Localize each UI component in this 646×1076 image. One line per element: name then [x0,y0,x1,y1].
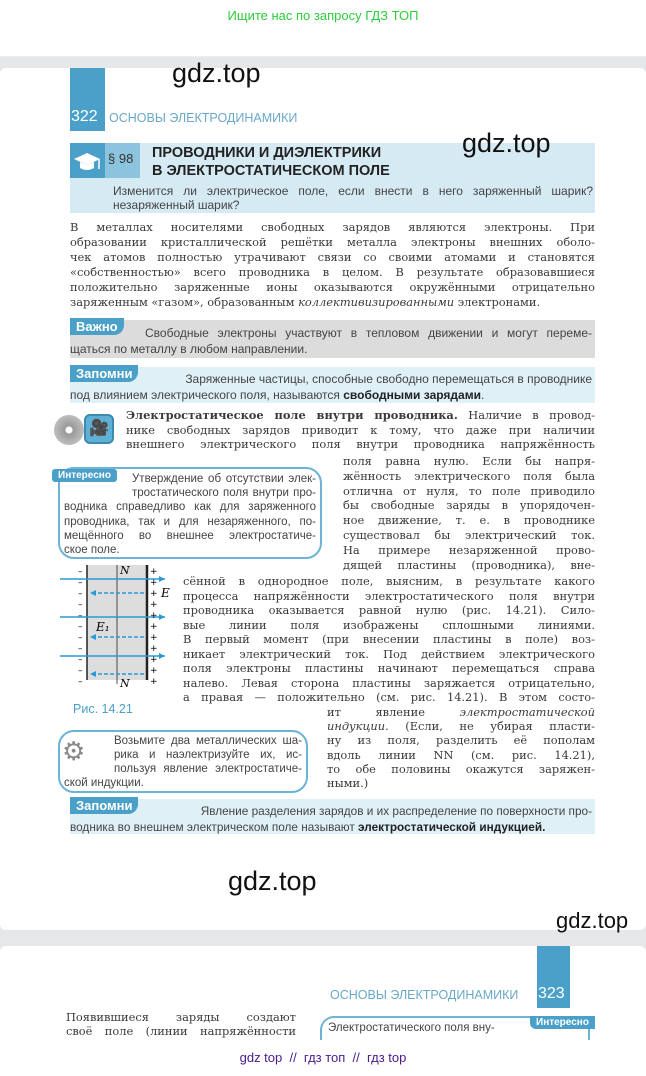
text-line: тростатического поля внутри про- [132,487,316,500]
text-line: отлична от нуля, то поле приводило [343,483,595,498]
text-line: Появившиеся заряды создают [66,1010,296,1024]
text-line: проводника, так и для незаряженного, по- [64,515,316,528]
text-line: ской индукции. [64,777,144,789]
watermark: gdz.top [556,908,629,933]
section-question [113,184,593,212]
minus-charge: – [78,666,83,676]
gears-icon: ⚙ [62,736,86,766]
text-line: дящей пластины (проводника), вне- [343,557,595,572]
title-line: В ЭЛЕКТРОСТАТИЧЕСКОМ ПОЛЕ [152,163,390,179]
text-line: процесса напряжённости электростатического поля внутри [183,588,595,603]
remember-text-2 [70,803,592,835]
line: под влиянием электрического поля, называются [70,388,344,402]
plus-charge: + [150,633,158,643]
text-line: щаться по металлу в любом направлении. [70,342,308,356]
text-line: образовании кристаллической решётки металла электроны внешних оболо- [70,235,595,249]
text-line: чек атомов полностью утрачивают связи со своими атомами и становятся [70,250,595,264]
plus-charge: + [150,567,158,577]
plus-charge: + [150,589,158,599]
minus-charge: – [78,677,83,687]
right-column-text [343,454,595,572]
page-number: 322 [71,108,98,125]
minus-charge: – [78,600,83,610]
plus-charge: + [150,600,158,610]
plus-charge: + [150,622,158,632]
label-n-bottom: N [120,677,130,688]
text-line: бы свободные заряды в упорядочен- [343,498,595,513]
plus-charge: + [150,644,158,654]
text-line: ское поле. [64,544,120,557]
interesting-text [64,472,316,557]
minus-charge: – [78,622,83,632]
text-line: сённой в однородное поле, выясним, в результате какого [183,574,595,588]
watermark: gdz.top [462,128,551,158]
line: . [480,388,485,402]
intro-paragraph [70,220,595,310]
text-line: вые линии поля изображены сплошными линиями. [183,617,595,632]
minus-charge: – [78,589,83,599]
line: Заряженные частицы, способные свободно перемещаться в проводнике [185,372,592,386]
interesting-text-2: Электростатического поля вну- [328,1022,495,1034]
bold-heading: Электростатическое поле внутри проводника. [126,408,458,422]
minus-charge: – [78,655,83,665]
task-text [64,734,302,790]
text-line: поля равна нулю. Если бы напря- [343,454,595,468]
running-head-2: ОСНОВЫ ЭЛЕКТРОДИНАМИКИ [330,988,519,1002]
label-e: E [161,586,170,600]
text-line: «собственностью» всего проводника в целом. В результате образовавшиеся [70,265,595,279]
text-line: На примере незаряженной прово- [343,542,595,557]
minus-charge: – [78,644,83,654]
text-line: В первый момент (при внесении пластины в поле) воз- [183,632,595,646]
interesting-label-2: Интересно [530,1016,595,1029]
text-line: жённость электрического поля была [343,468,595,483]
text-line: Электростатическое поле внутри проводника. Наличие в провод- [126,408,595,422]
graduation-cap-icon [70,143,105,178]
title-line: ПРОВОДНИКИ И ДИЭЛЕКТРИКИ [152,145,382,161]
text-line: индукции. (Если, не убирая пласти- [327,719,595,734]
bold-term: свободными зарядами [343,388,481,402]
important-label: Важно [70,318,124,335]
text-line: то обе половины окажутся заряжен- [327,761,595,776]
plus-charge: + [150,578,158,588]
page-number-2: 323 [538,985,565,1002]
page2-text [66,1010,296,1038]
text-line: ит явление электростатической [327,705,595,719]
text-line: существовал бы электрический ток. [343,527,595,542]
remember-label-2: Запомни [70,797,138,814]
plus-charge: + [150,666,158,676]
text-line: положительно заряженные ионы оказываются окружёнными отрицательно [70,280,595,294]
text-line: ное движение, т. е. в проводнике [343,513,595,528]
important-text [70,325,592,357]
text-line: налево. Левая сторона пластины заряжается отрицательно, [183,675,595,690]
text-line: Возьмите два металлических ша- [114,735,302,747]
text-line: нике свободных зарядов приводит к тому, что даже при наличии [126,422,595,437]
text-line: вдоль линии NN (см. рис. 14.21), [327,747,595,762]
text-line: пользуя явление электростатиче- [114,763,302,775]
text-line: незаряженный шарик? [113,198,240,212]
banner-text[interactable]: Ищите нас по запросу ГДЗ ТОП [227,8,419,23]
text-line: Свободные электроны участвуют в тепловом движении и могут переме- [145,326,592,340]
footer-links[interactable]: gdz top // гдз топ // гдз top [239,1050,407,1065]
minus-charge: – [78,611,83,621]
text-line: мещённого во внешнее электростатиче- [64,529,316,542]
label-n-top: N [120,564,130,577]
plus-charge: + [150,611,158,621]
text-line: ными.) [327,776,369,791]
text-line: ну из поля, разделить её пополам [327,733,595,748]
watermark: gdz.top [228,866,317,896]
wide-text [183,574,595,705]
text-line: внешнего электрического поля внутри проводника напряжённость [126,437,595,451]
line: Явление разделения зарядов и их распределение по поверхности про- [200,804,592,818]
text-line: никает электрический ток. Под действием электрического [183,646,595,661]
minus-charge: – [78,567,83,577]
plus-charge: + [150,677,158,687]
text-line: своё поле (линии напряжённости [66,1024,296,1038]
line: водника во внешнем электрическом поле называют [70,820,359,834]
text-line: Утверждение об отсутствии элек- [132,473,316,485]
paragraph-field-inside [126,408,595,452]
text-line: проводника оказывается равной нулю (рис. 14.21). Сило- [183,603,595,617]
text-line: а правая — положительно (см. рис. 14.21). В этом состо- [183,690,595,704]
minus-charge: – [78,633,83,643]
plus-charge: + [150,655,158,665]
figure-caption: Рис. 14.21 [73,702,133,716]
text-line: водника справедливо как для заряженного [64,501,316,514]
figure-14-21 [60,563,172,688]
video-camera-icon[interactable]: 🎥 [84,414,114,444]
bold-term: электростатической индукцией. [358,820,546,834]
remember-text [70,371,592,403]
remember-label: Запомни [70,365,138,382]
label-e1: E₁ [96,620,110,634]
section-number: § 98 [108,151,134,166]
text-line: Изменится ли электрическое поле, если внести в него заряженный шарик? [113,184,593,198]
section-title [152,144,390,180]
interesting-label: Интересно [52,469,117,482]
text-line: В металлах носителями свободных зарядов являются электроны. При [70,220,595,234]
minus-charge: – [78,578,83,588]
text-line: поля электроны пластины начинают перемещаться справа [183,661,595,675]
disc-icon[interactable] [54,415,84,445]
text-line: заряженным «газом», образованным коллективизированными электронами. [70,295,541,309]
watermark: gdz.top [172,58,261,88]
right-column-text-2 [327,705,595,790]
running-head: ОСНОВЫ ЭЛЕКТРОДИНАМИКИ [109,111,298,125]
text-line: рика и наэлектризуйте их, ис- [114,749,302,761]
